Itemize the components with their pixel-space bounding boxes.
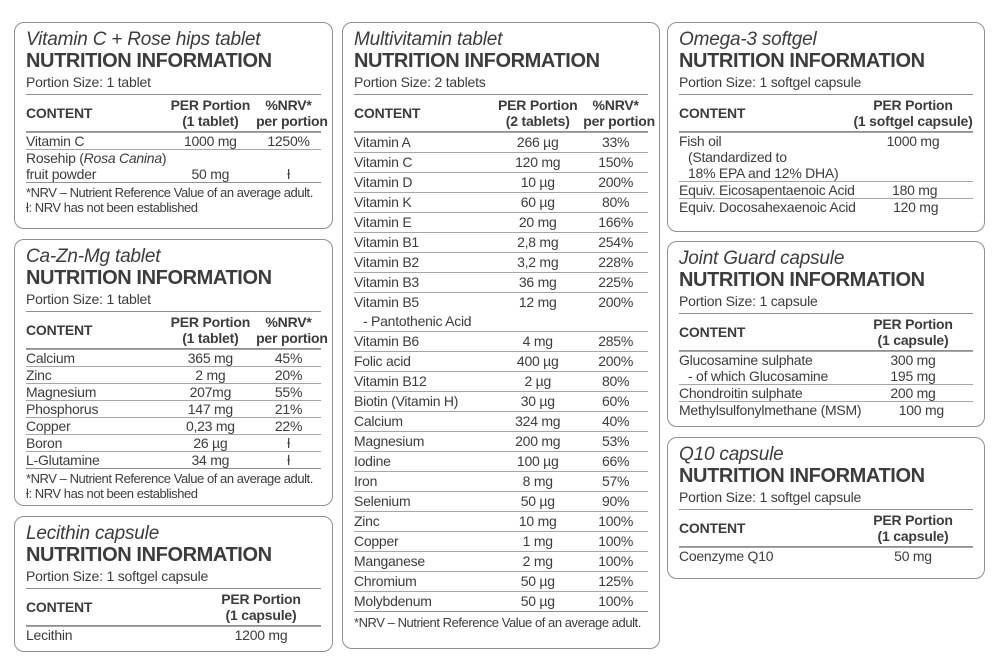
portion-size: Portion Size: 1 tablet <box>26 291 151 307</box>
nutrient-nrv: 55% <box>274 384 303 400</box>
nutrient-name: (Standardized to <box>688 149 787 165</box>
nutrient-amount: 266 µg <box>516 134 559 150</box>
nutrient-name: Magnesium <box>354 433 425 449</box>
nutrient-name: Vitamin B1 <box>354 234 419 250</box>
nutrient-name: Vitamin B3 <box>354 274 419 290</box>
column-per-portion: PER Portion (1 tablet) <box>170 314 251 346</box>
nutrient-nrv: 100% <box>598 533 634 549</box>
table-row <box>679 132 973 149</box>
nutrient-nrv: 200% <box>598 174 634 190</box>
nutrient-name: Lecithin <box>26 627 73 643</box>
nutrient-name: Vitamin B6 <box>354 333 419 349</box>
nutrient-nrv: 20% <box>274 367 303 383</box>
product-title: Ca-Zn-Mg tablet <box>26 246 161 267</box>
nutrient-nrv: 90% <box>601 493 630 509</box>
nutrient-nrv: 200% <box>598 294 634 310</box>
nutrient-name: Biotin (Vitamin H) <box>354 393 459 409</box>
nutrient-name: Copper <box>354 533 399 549</box>
nutrient-name: Calcium <box>354 413 403 429</box>
portion-size: Portion Size: 2 tablets <box>354 74 486 90</box>
table-body <box>679 132 973 215</box>
table-row <box>354 511 648 531</box>
portion-size: Portion Size: 1 softgel capsule <box>679 74 862 90</box>
table-row <box>26 626 321 643</box>
table-body <box>26 626 321 643</box>
nutrient-name: Chromium <box>354 573 417 589</box>
nutrient-name: Vitamin K <box>354 194 412 210</box>
nutrient-name: Methylsulfonylmethane (MSM) <box>679 402 862 418</box>
nutrient-amount: 1200 mg <box>234 627 288 643</box>
column-per-portion: PER Portion (1 tablet) <box>170 97 251 129</box>
column-per-portion: PER Portion (1 capsule) <box>221 591 301 623</box>
nutrient-amount: 2,8 mg <box>517 234 559 250</box>
nutrient-nrv: 60% <box>601 393 630 409</box>
table-row <box>354 491 648 511</box>
nutrient-amount: 30 µg <box>520 393 555 409</box>
nutrient-amount: 36 mg <box>518 274 557 290</box>
nutrient-name: Equiv. Docosahexaenoic Acid <box>679 199 856 215</box>
column-content: CONTENT <box>26 599 93 615</box>
nutrient-amount: 0,23 mg <box>185 418 235 434</box>
nutrient-name: Phosphorus <box>26 401 99 417</box>
nutrient-name: Manganese <box>354 553 425 569</box>
nutrient-name: Vitamin C <box>354 154 413 170</box>
table-row <box>26 132 321 149</box>
table-row <box>354 212 648 232</box>
nutrient-nrv: ƚ <box>287 166 290 182</box>
nutrient-name: Calcium <box>26 350 75 366</box>
nutrition-information-heading: NUTRITION INFORMATION <box>26 50 272 72</box>
nutrient-name: Boron <box>26 435 63 451</box>
table-body <box>354 132 648 611</box>
table-row <box>354 292 648 312</box>
table-header <box>679 94 973 132</box>
nutrient-amount: 26 µg <box>193 435 228 451</box>
table-row <box>354 571 648 591</box>
panel-lecithin <box>14 516 333 652</box>
table-row <box>679 351 973 368</box>
nutrient-nrv: 100% <box>598 553 634 569</box>
table-row <box>679 384 973 401</box>
column-content: CONTENT <box>26 322 93 338</box>
nutrient-nrv: 57% <box>601 473 630 489</box>
panel-omega-3 <box>667 22 985 232</box>
nutrient-amount: 20 mg <box>518 214 557 230</box>
nutrient-amount: 12 mg <box>518 294 557 310</box>
table-header <box>26 588 321 626</box>
nutrient-nrv: 225% <box>598 274 634 290</box>
table-header <box>26 94 328 132</box>
nutrient-amount: 195 mg <box>890 368 936 384</box>
table-row <box>26 349 321 366</box>
nutrient-name: L-Glutamine <box>26 452 100 468</box>
table-row <box>354 591 648 611</box>
table-row <box>679 368 973 384</box>
footnote-line: *NRV – Nutrient Reference Value of an average adult. <box>354 615 641 630</box>
column-content: CONTENT <box>354 105 421 121</box>
nutrient-name: Equiv. Eicosapentaenoic Acid <box>679 182 855 198</box>
table-row <box>354 192 648 212</box>
nutrient-name: Selenium <box>354 493 411 509</box>
nutrition-information-heading: NUTRITION INFORMATION <box>679 269 925 291</box>
nutrient-amount: 207mg <box>189 384 232 400</box>
table-row <box>26 451 321 468</box>
nutrient-amount: 8 mg <box>522 473 553 489</box>
column-content: CONTENT <box>679 520 746 536</box>
nutrient-name: Coenzyme Q10 <box>679 548 774 564</box>
nutrition-information-heading: NUTRITION INFORMATION <box>679 50 925 72</box>
table-row <box>354 232 648 252</box>
nutrient-amount: 300 mg <box>890 352 936 368</box>
table-row <box>679 165 973 181</box>
table-row <box>679 547 973 564</box>
table-row <box>354 451 648 471</box>
nutrient-name: Magnesium <box>26 384 97 400</box>
nutrient-name: Iodine <box>354 453 391 469</box>
nutrient-nrv: ƚ <box>287 435 290 451</box>
nutrient-amount: 200 mg <box>890 385 936 401</box>
nutrient-nrv: 21% <box>274 401 303 417</box>
nutrient-amount: 100 µg <box>516 453 559 469</box>
column-nrv: %NRV* per portion <box>583 97 655 129</box>
nutrient-name: Copper <box>26 418 71 434</box>
nutrient-nrv: 285% <box>598 333 634 349</box>
nutrient-nrv: 40% <box>601 413 630 429</box>
nutrient-nrv: 150% <box>598 154 634 170</box>
table-row <box>354 551 648 571</box>
nutrient-name: Chondroitin sulphate <box>679 385 803 401</box>
nutrient-nrv: 45% <box>274 350 303 366</box>
nutrient-amount: 100 mg <box>898 402 944 418</box>
nutrient-amount: 50 mg <box>894 548 932 564</box>
nutrient-name: Vitamin E <box>354 214 412 230</box>
nutrient-name: Zinc <box>354 513 380 529</box>
nutrition-information-heading: NUTRITION INFORMATION <box>26 544 272 566</box>
nutrient-name: Zinc <box>26 367 52 383</box>
nutrient-name: - of which Glucosamine <box>688 368 829 384</box>
nutrient-amount: 365 mg <box>187 350 233 366</box>
nutrient-name: Vitamin A <box>354 134 411 150</box>
nutrient-amount: 120 mg <box>515 154 561 170</box>
nutrient-amount: 3,2 mg <box>517 254 559 270</box>
table-row <box>26 166 321 182</box>
panel-vitamin-c-rose-hips <box>14 22 333 229</box>
nutrient-nrv: 80% <box>601 194 630 210</box>
table-row <box>26 400 321 417</box>
nutrient-nrv: 100% <box>598 593 634 609</box>
nutrition-information-heading: NUTRITION INFORMATION <box>354 50 600 72</box>
nutrient-amount: 4 mg <box>522 333 553 349</box>
product-title: Lecithin capsule <box>26 523 160 544</box>
nutrient-nrv: 125% <box>598 573 634 589</box>
nutrient-name: Vitamin C <box>26 133 85 149</box>
nutrition-information-heading: NUTRITION INFORMATION <box>679 465 925 487</box>
table-row <box>679 149 973 165</box>
table-row <box>679 401 973 418</box>
table-header <box>26 311 328 349</box>
table-row <box>354 132 648 152</box>
nutrient-amount: 400 µg <box>516 353 559 369</box>
table-row <box>354 471 648 491</box>
nutrient-amount: 50 µg <box>520 593 555 609</box>
column-content: CONTENT <box>679 324 746 340</box>
table-body <box>26 132 321 182</box>
table-row <box>26 434 321 451</box>
footnote-line: ƚ: NRV has not been established <box>26 200 198 215</box>
nutrient-amount: 50 µg <box>520 493 555 509</box>
table-row <box>26 149 321 166</box>
nutrient-name: Vitamin D <box>354 174 413 190</box>
nutrient-amount: 60 µg <box>520 194 555 210</box>
nutrient-amount: 50 mg <box>191 166 230 182</box>
nutrient-amount: 180 mg <box>892 182 938 198</box>
column-per-portion: PER Portion (1 softgel capsule) <box>853 97 973 129</box>
nutrient-name: Glucosamine sulphate <box>679 352 813 368</box>
nutrient-amount: 147 mg <box>187 401 233 417</box>
column-per-portion: PER Portion (1 capsule) <box>873 316 953 348</box>
table-row <box>354 391 648 411</box>
nutrient-name: Rosehip (Rosa Canina) <box>26 150 167 166</box>
panel-ca-zn-mg <box>14 239 333 506</box>
nutrient-name: Iron <box>354 473 378 489</box>
nutrient-name: Vitamin B2 <box>354 254 419 270</box>
nutrient-amount: 2 µg <box>524 373 551 389</box>
column-per-portion: PER Portion (1 capsule) <box>873 512 953 544</box>
footnotes <box>26 468 321 501</box>
nutrient-amount: 2 mg <box>195 367 226 383</box>
table-row <box>354 172 648 192</box>
table-row <box>354 152 648 172</box>
nutrient-name: - Pantothenic Acid <box>363 313 472 329</box>
nutrient-nrv: 53% <box>601 433 630 449</box>
nutrient-nrv: 33% <box>601 134 630 150</box>
nutrient-name: Fish oil <box>679 133 722 149</box>
nutrient-amount: 10 µg <box>520 174 555 190</box>
footnotes <box>354 611 648 631</box>
column-content: CONTENT <box>679 105 746 121</box>
nutrient-name: Molybdenum <box>354 593 432 609</box>
nutrient-amount: 50 µg <box>520 573 555 589</box>
table-row <box>354 272 648 292</box>
nutrient-amount: 2 mg <box>522 553 553 569</box>
table-row <box>354 411 648 431</box>
table-row <box>354 331 648 351</box>
table-header <box>679 509 973 547</box>
table-row <box>354 252 648 272</box>
product-title: Q10 capsule <box>679 444 784 465</box>
panel-q10 <box>667 437 985 579</box>
nutrient-amount: 200 mg <box>515 433 561 449</box>
table-body <box>679 547 973 564</box>
table-row <box>679 198 973 215</box>
table-row <box>679 181 973 198</box>
portion-size: Portion Size: 1 tablet <box>26 74 151 90</box>
nutrient-name: Vitamin B5 <box>354 294 419 310</box>
product-title: Vitamin C + Rose hips tablet <box>26 29 261 50</box>
nutrient-amount: 10 mg <box>518 513 557 529</box>
table-row <box>26 383 321 400</box>
nutrient-nrv: 1250% <box>267 133 310 149</box>
table-header <box>354 94 655 132</box>
nutrient-name: fruit powder <box>26 166 97 182</box>
nutrient-nrv: 22% <box>274 418 303 434</box>
nutrient-amount: 324 mg <box>515 413 561 429</box>
table-row <box>26 417 321 434</box>
nutrient-name: 18% EPA and 12% DHA) <box>688 165 839 181</box>
table-row <box>354 431 648 451</box>
nutrient-amount: 1000 mg <box>183 133 237 149</box>
nutrient-nrv: 254% <box>598 234 634 250</box>
nutrient-nrv: 200% <box>598 353 634 369</box>
nutrient-name: Folic acid <box>354 353 411 369</box>
nutrient-nrv: 80% <box>601 373 630 389</box>
product-title: Omega-3 softgel <box>679 29 817 50</box>
portion-size: Portion Size: 1 softgel capsule <box>679 489 862 505</box>
table-row <box>26 366 321 383</box>
panel-multivitamin <box>342 22 660 649</box>
portion-size: Portion Size: 1 capsule <box>679 293 818 309</box>
table-body <box>679 351 973 418</box>
nutrition-information-heading: NUTRITION INFORMATION <box>26 267 272 289</box>
portion-size: Portion Size: 1 softgel capsule <box>26 568 209 584</box>
nutrient-amount: 34 mg <box>191 452 230 468</box>
nutrient-amount: 1 mg <box>522 533 553 549</box>
nutrient-nrv: 228% <box>598 254 634 270</box>
footnotes <box>26 182 321 215</box>
nutrient-amount: 120 mg <box>893 199 939 215</box>
column-nrv: %NRV* per portion <box>256 314 328 346</box>
column-per-portion: PER Portion (2 tablets) <box>497 97 578 129</box>
nutrient-nrv: 166% <box>598 214 634 230</box>
product-title: Multivitamin tablet <box>354 29 503 50</box>
footnote-line: ƚ: NRV has not been established <box>26 486 198 501</box>
nutrient-nrv: 100% <box>598 513 634 529</box>
footnote-line: *NRV – Nutrient Reference Value of an average adult. <box>26 471 313 486</box>
column-nrv: %NRV* per portion <box>256 97 328 129</box>
footnote-line: *NRV – Nutrient Reference Value of an average adult. <box>26 185 313 200</box>
table-body <box>26 349 321 468</box>
table-row <box>354 371 648 391</box>
nutrient-nrv: 66% <box>601 453 630 469</box>
nutrient-amount: 1000 mg <box>886 133 940 149</box>
table-row <box>354 531 648 551</box>
nutrient-nrv: ƚ <box>287 452 290 468</box>
product-title: Joint Guard capsule <box>679 248 845 269</box>
table-header <box>679 313 973 351</box>
column-content: CONTENT <box>26 105 93 121</box>
table-row <box>354 312 648 331</box>
nutrient-name: Vitamin B12 <box>354 373 427 389</box>
panel-joint-guard <box>667 241 985 427</box>
table-row <box>354 351 648 371</box>
